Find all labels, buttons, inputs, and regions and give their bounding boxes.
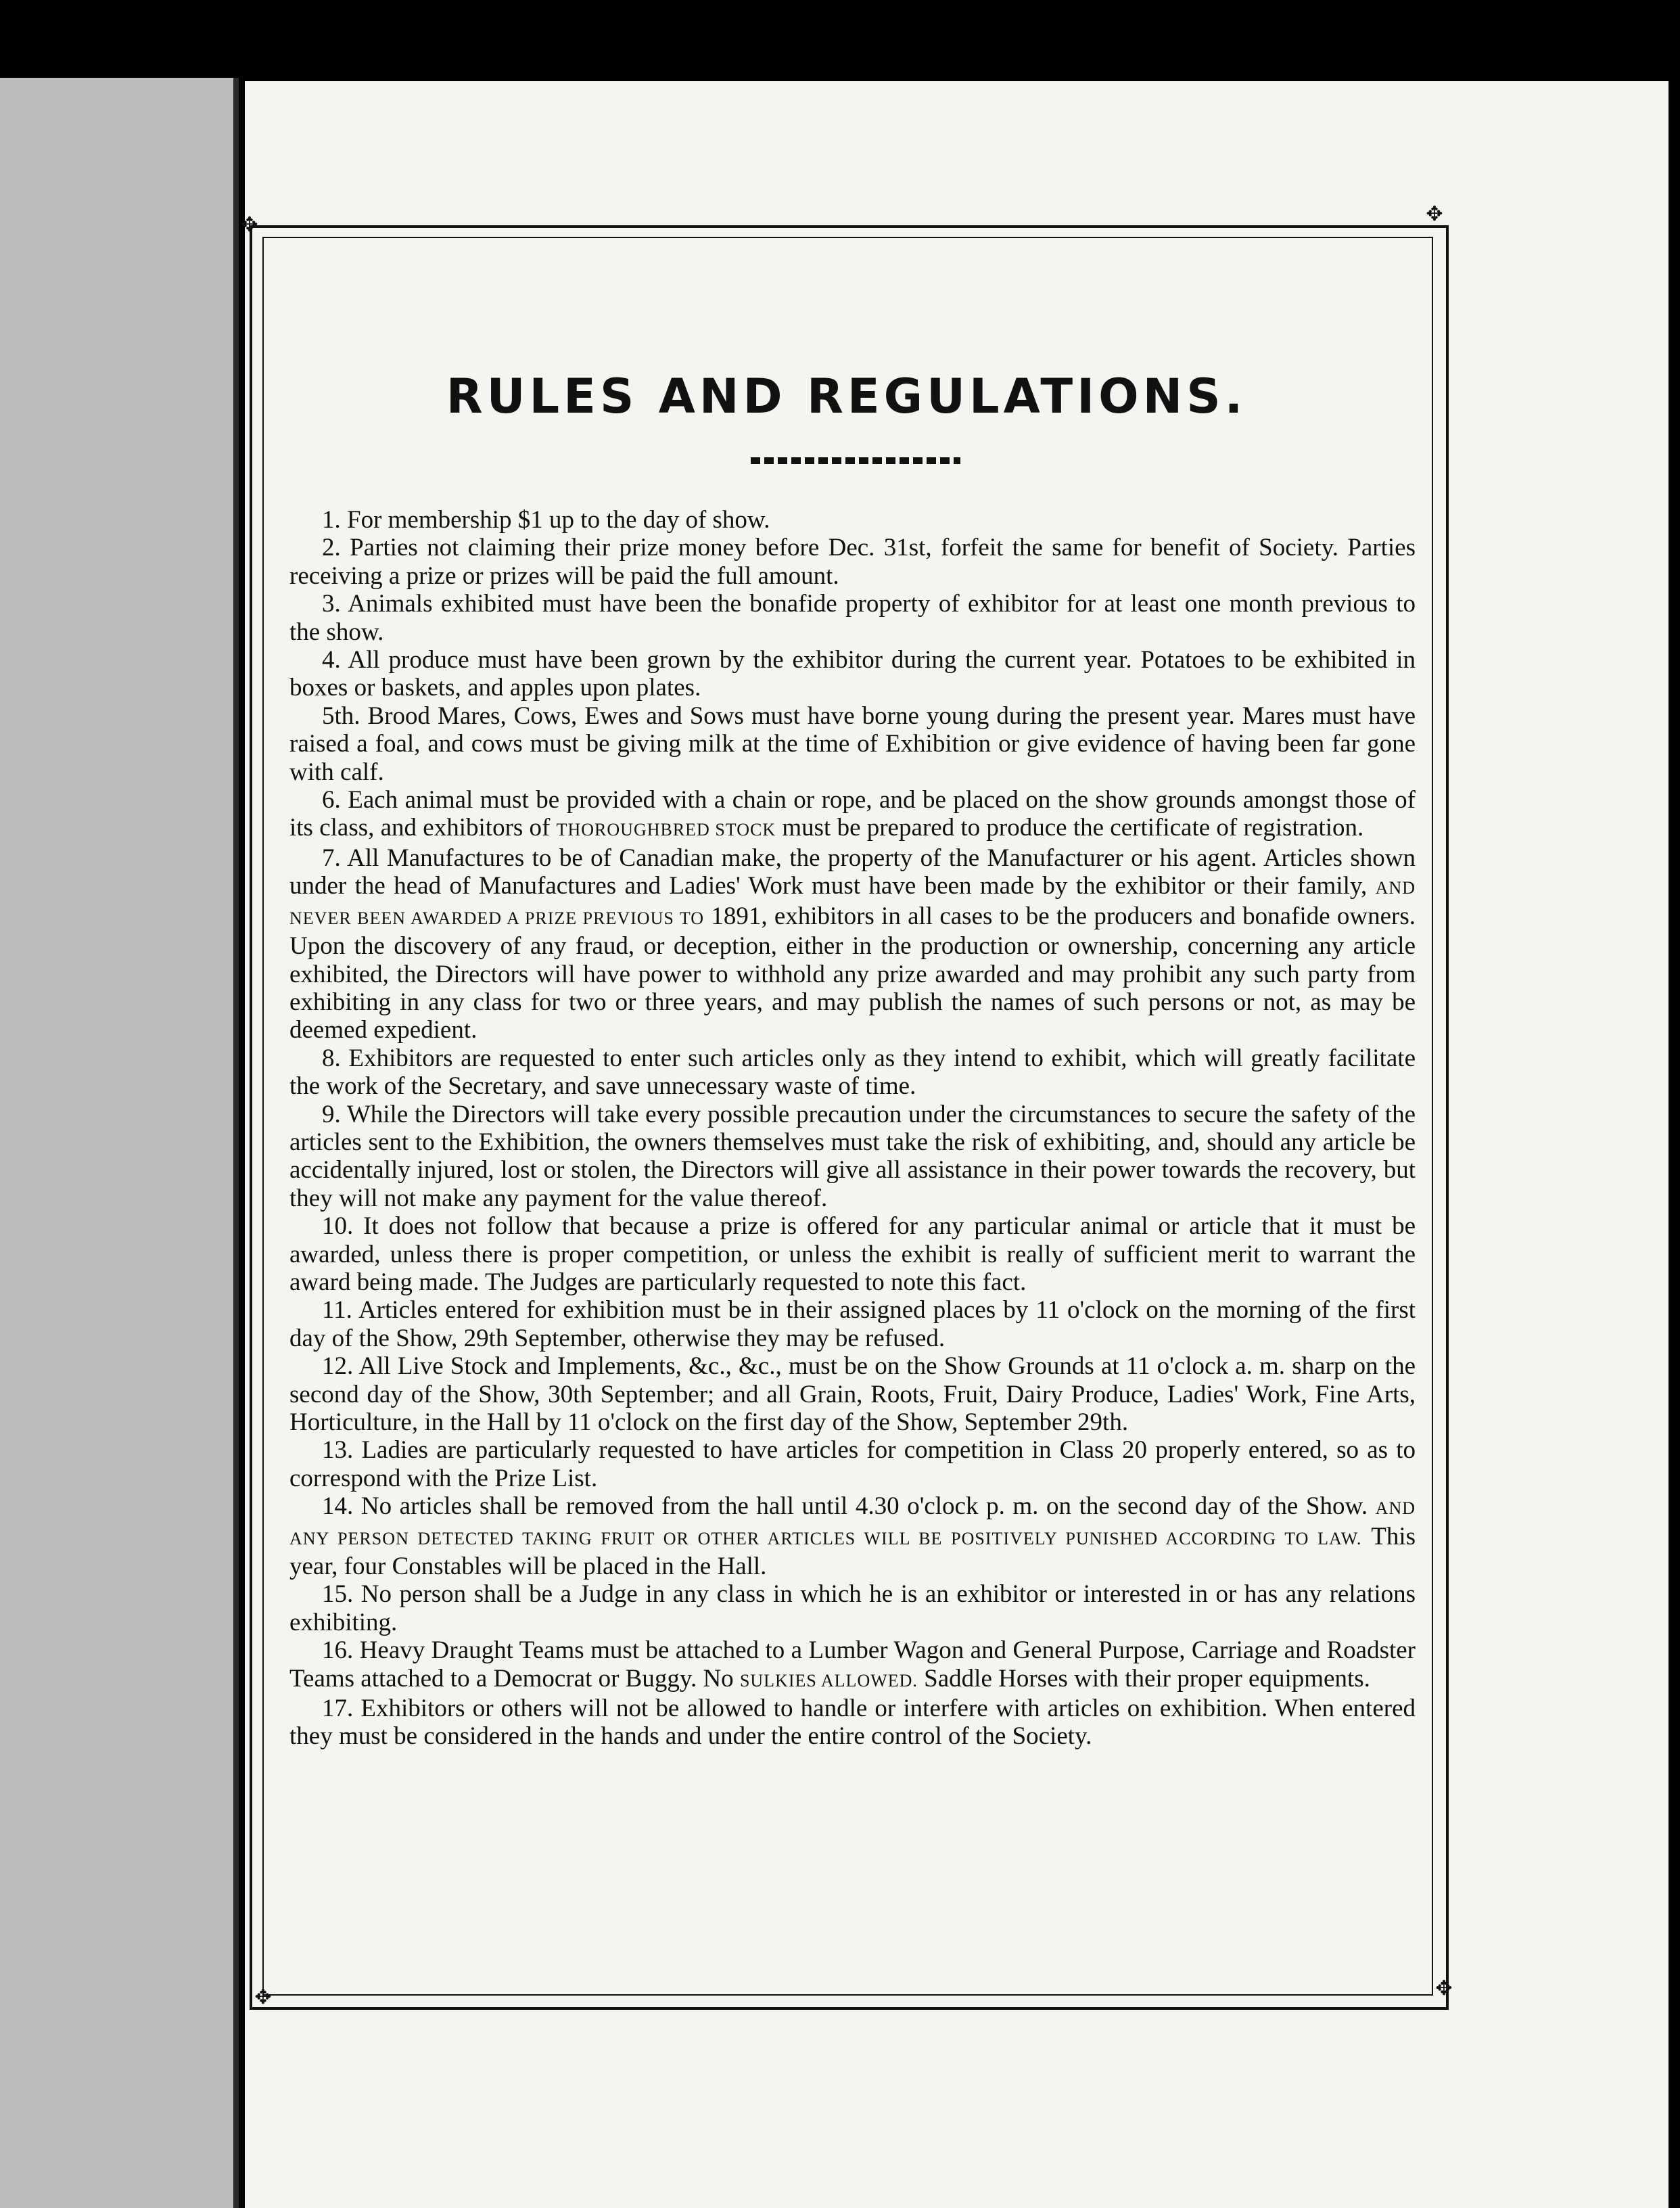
rule-item: 11. Articles entered for exhibition must be in their assigned places by 11 o'clock on the morning of the first day of the Show, 29th September, otherwise they may be refused. (289, 1296, 1416, 1352)
page-title: RULES AND REGULATIONS. (446, 369, 1247, 424)
rule-item: 14. No articles shall be removed from the hall until 4.30 o'clock p. m. on the second day of the Show. AND ANY PERSON DETECTED TAKING FRUIT OR OTHER ARTICLES WILL BE POSITIVELY PUNISHED ACCORDING TO LAW. This year, four Constables will be placed in the Hall. (289, 1492, 1416, 1581)
rule-item: 2. Parties not claiming their prize money before Dec. 31st, forfeit the same for benefit of Society. Parties receiving a prize or prizes will be paid the full amount. (289, 534, 1416, 590)
rule-item: 17. Exhibitors or others will not be allowed to handle or interfere with articles on exhibition. When entered they must be considered in the hands and under the entire control of the Society. (289, 1695, 1416, 1751)
rule-item: 8. Exhibitors are requested to enter such articles only as they intend to exhibit, which will greatly facilitate the work of the Secretary, and save unnecessary waste of time. (289, 1044, 1416, 1101)
rule-item: 1. For membership $1 up to the day of show. (322, 506, 770, 534)
adjacent-page-edge (0, 78, 239, 2208)
title-divider (751, 457, 960, 464)
rule-item: 13. Ladies are particularly requested to have articles for competition in Class 20 properly entered, so as to correspond with the Prize List. (289, 1436, 1416, 1492)
rule-item: 7. All Manufactures to be of Canadian make, the property of the Manufacturer or his agent. Articles shown under the head of Manufactures and Ladies' Work must have been made by the exhibitor or their family, AND NEVER BEEN AWARDED A PRIZE PREVIOUS TO 1891, exhibitors in all cases to be the producers and bonafide owners. Upon the discovery of any fraud, or deception, either in the production or ownership, concerning any article exhibited, the Directors will have power to withhold any prize awarded and may prohibit any such party from exhibiting in any class for two or three years, and may publish the names of such persons or not, as may be deemed expedient. (289, 844, 1416, 1044)
rule-item: 9. While the Directors will take every possible precaution under the circumstances to secure the safety of the articles sent to the Exhibition, the owners themselves must take the risk of exhibiting, and, should any article be accidentally injured, lost or stolen, the Directors will give all assistance in their power towards the recovery, but they will not make any payment for the value thereof. (289, 1100, 1416, 1212)
rule-item: 16. Heavy Draught Teams must be attached to a Lumber Wagon and General Purpose, Carriage and Roadster Teams attached to a Democrat or Buggy. No SULKIES ALLOWED. Saddle Horses with their proper equipments. (289, 1636, 1416, 1693)
corner-ornament-icon: ✥ (1426, 202, 1443, 226)
rule-item: 5th. Brood Mares, Cows, Ewes and Sows must have borne young during the present year. Mares must have raised a foal, and cows must be giving milk at the time of Exhibition or give evidence of having been far gone with calf. (289, 702, 1416, 786)
rule-item: 4. All produce must have been grown by the exhibitor during the current year. Potatoes to be exhibited in boxes or baskets, and apples upon plates. (289, 646, 1416, 702)
corner-ornament-icon: ✥ (254, 1985, 272, 2009)
corner-ornament-icon: ✥ (241, 213, 258, 237)
rule-item: 10. It does not follow that because a prize is offered for any particular animal or article that it must be awarded, unless there is proper competition, or unless the exhibit is really of sufficient merit to warrant the award being made. The Judges are particularly requested to note this fact. (289, 1212, 1416, 1296)
rule-item: 12. All Live Stock and Implements, &c., &c., must be on the Show Grounds at 11 o'clock a. m. sharp on the second day of the Show, 30th September; and all Grain, Roots, Fruit, Dairy Produce, Ladies' Work, Fine Arts, Horticulture, in the Hall by 11 o'clock on the first day of the Show, September 29th. (289, 1352, 1416, 1436)
rule-item: 6. Each animal must be provided with a chain or rope, and be placed on the show grounds amongst those of its class, and exhibitors of THOROUGHBRED STOCK must be prepared to produce the certificate of registration. (289, 786, 1416, 842)
corner-ornament-icon: ✥ (1435, 1977, 1453, 2000)
rule-item: 3. Animals exhibited must have been the bonafide property of exhibitor for at least one month previous to the show. (289, 590, 1416, 646)
rule-item: 15. No person shall be a Judge in any class in which he is an exhibitor or interested in or has any relations exhibiting. (289, 1580, 1416, 1636)
rules-list (289, 506, 1416, 1751)
